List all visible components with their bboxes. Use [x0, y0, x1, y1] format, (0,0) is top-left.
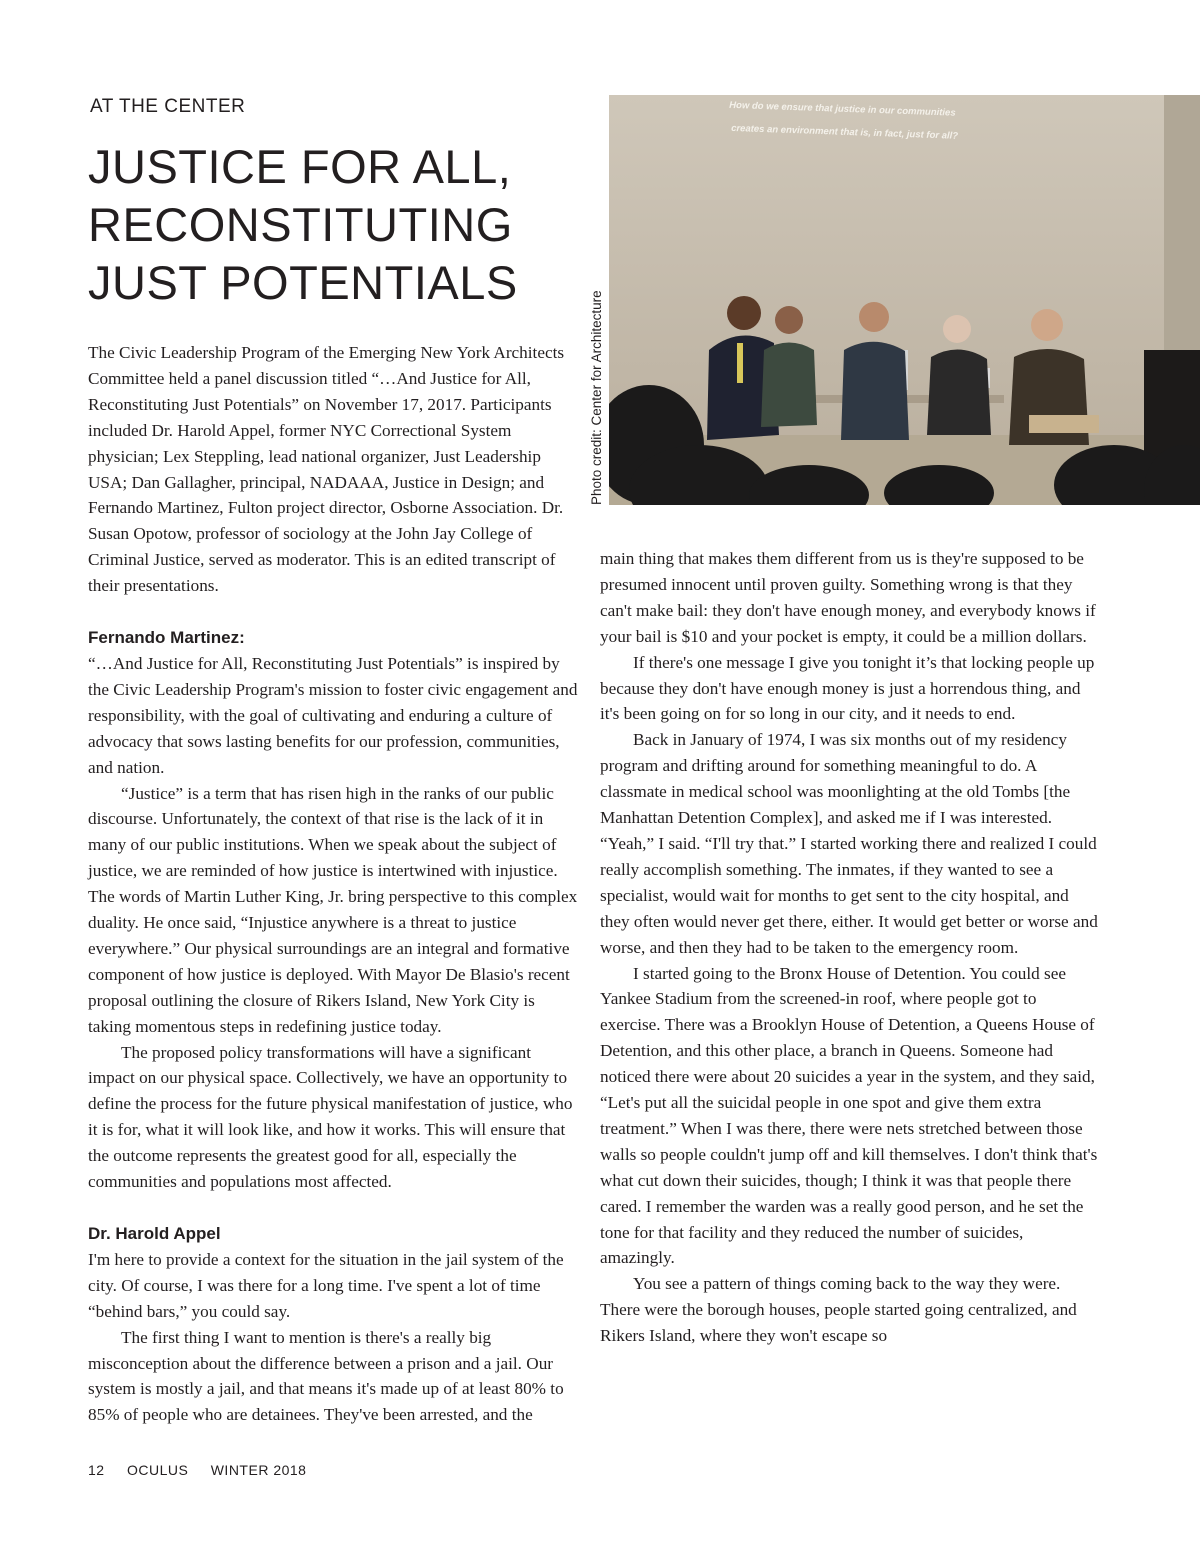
section-label: AT THE CENTER	[90, 96, 246, 117]
paragraph: The first thing I want to mention is there's a really big misconception about the difference between a prison and a jail. Our system is mostly a jail, and that means it's made up of at least 80% to 85% of people who are detainees. They've been arrested, and the	[88, 1327, 564, 1425]
paragraph: The proposed policy transformations will have a significant impact on our physical space. Collectively, we have an opportunity to define the process for the future physical manifestation of justice, who it is for, what it will look like, and how it works. This will ensure that the outcome represents the greatest good for all, especially the communities and populations most affected.	[88, 1042, 573, 1192]
photo-credit: Photo credit: Center for Architecture	[589, 290, 604, 505]
paragraph: If there's one message I give you tonight it’s that locking people up because they don't have enough money is just a horrendous thing, and it's been going on for so long in our city, and it needs to end.	[600, 652, 1095, 724]
page-number: 12	[88, 1462, 105, 1478]
speaker-heading-martinez: Fernando Martinez:	[88, 628, 245, 648]
paragraph: main thing that makes them different from us is they're supposed to be presumed innocent until proven guilty. Something wrong is that they can't make bail: they don't have enough money, and everybody knows if your bail is $10 and your pocket is empty, it could be a million dollars.	[600, 549, 1096, 646]
article-column-right	[600, 546, 1100, 1349]
intro-paragraph: The Civic Leadership Program of the Emerging New York Architects Committee held a panel discussion titled “…And Justice for All, Reconstituting Just Potentials” on November 17, 2017. Participants included Dr. Harold Appel, former NYC Correctional System physician; Lex Steppling, lead national organizer, Just Leadership USA; Dan Gallagher, principal, NADAAA, Justice in Design; and Fernando Martinez, Fulton project director, Osborne Association. Dr. Susan Opotow, professor of sociology at the John Jay College of Criminal Justice, served as moderator. This is an edited transcript of their presentations.	[88, 343, 565, 596]
title-line-3: JUST POTENTIALS	[88, 256, 518, 309]
paragraph: “Justice” is a term that has risen high in the ranks of our public discourse. Unfortunately, the context of that rise is the lack of it in many of our public institutions. When we speak about the subject of justice, we are reminded of how justice is intertwined with injustice. The words of Martin Luther King, Jr. bring perspective to this complex duality. He once said, “Injustice anywhere is a threat to justice everywhere.” Our physical surroundings are an integral and formative component of how justice is deployed. With Mayor De Blasio's recent proposal outlining the closure of Rikers Island, New York City is taking momentous steps in redefining justice today.	[88, 783, 578, 1036]
paragraph: I started going to the Bronx House of Detention. You could see Yankee Stadium from the screened-in roof, where people got to exercise. There was a Brooklyn House of Detention, a Queens House of Detention, and this other place, a branch in Queens. Someone had noticed there were about 20 suicides a year in the system, and they said, “Let's put all the suicidal people in one spot and give them extra treatment.” When I was there, there were nets stretched between those walls so people couldn't jump off and kill themselves. I don't think that's what cut down their suicides, though; I think it was that people there cared. I remember the warden was a really good person, and he set the tone for that facility and they reduced the number of suicides, amazingly.	[600, 963, 1098, 1268]
issue-date: WINTER 2018	[210, 1462, 307, 1478]
publication-name: OCULUS	[126, 1462, 189, 1478]
speaker-heading-appel: Dr. Harold Appel	[88, 1224, 221, 1243]
photo-illustration	[609, 95, 1200, 505]
paragraph: “…And Justice for All, Reconstituting Just Potentials” is inspired by the Civic Leadership Program's mission to foster civic engagement and responsibility, with the goal of cultivating and enduring a culture of advocacy that sows lasting benefits for our profession, communities, and nation.	[88, 653, 578, 777]
projected-text-line-2: creates an environment that is, in fact, just for all?	[730, 122, 959, 142]
projected-text-line-1: How do we ensure that justice in our communities	[729, 99, 956, 119]
article-title	[88, 138, 608, 312]
paragraph: I'm here to provide a context for the situation in the jail system of the city. Of course, I was there for a long time. I've spent a lot of time “behind bars,” you could say.	[88, 1249, 564, 1321]
title-line-1: JUSTICE FOR ALL,	[88, 140, 512, 193]
article-column-left	[88, 340, 580, 1428]
panel-discussion-photo	[609, 95, 1200, 505]
paragraph: Back in January of 1974, I was six months out of my residency program and drifting around for something meaningful to do. A classmate in medical school was moonlighting at the old Tombs [the Manhattan Detention Complex], and asked me if I was interested. “Yeah,” I said. “I'll try that.” I started working there and realized I could really accomplish something. The inmates, if they wanted to see a specialist, would wait for months to get sent to the city hospital, and they often would never get there, either. It would get better or worse and worse, and then they had to be taken to the emergency room.	[600, 730, 1098, 957]
paragraph: You see a pattern of things coming back to the way they were. There were the borough houses, people started going centralized, and Rikers Island, where they won't escape so	[600, 1274, 1077, 1346]
page-footer	[88, 1462, 324, 1478]
title-line-2: RECONSTITUTING	[88, 198, 513, 251]
